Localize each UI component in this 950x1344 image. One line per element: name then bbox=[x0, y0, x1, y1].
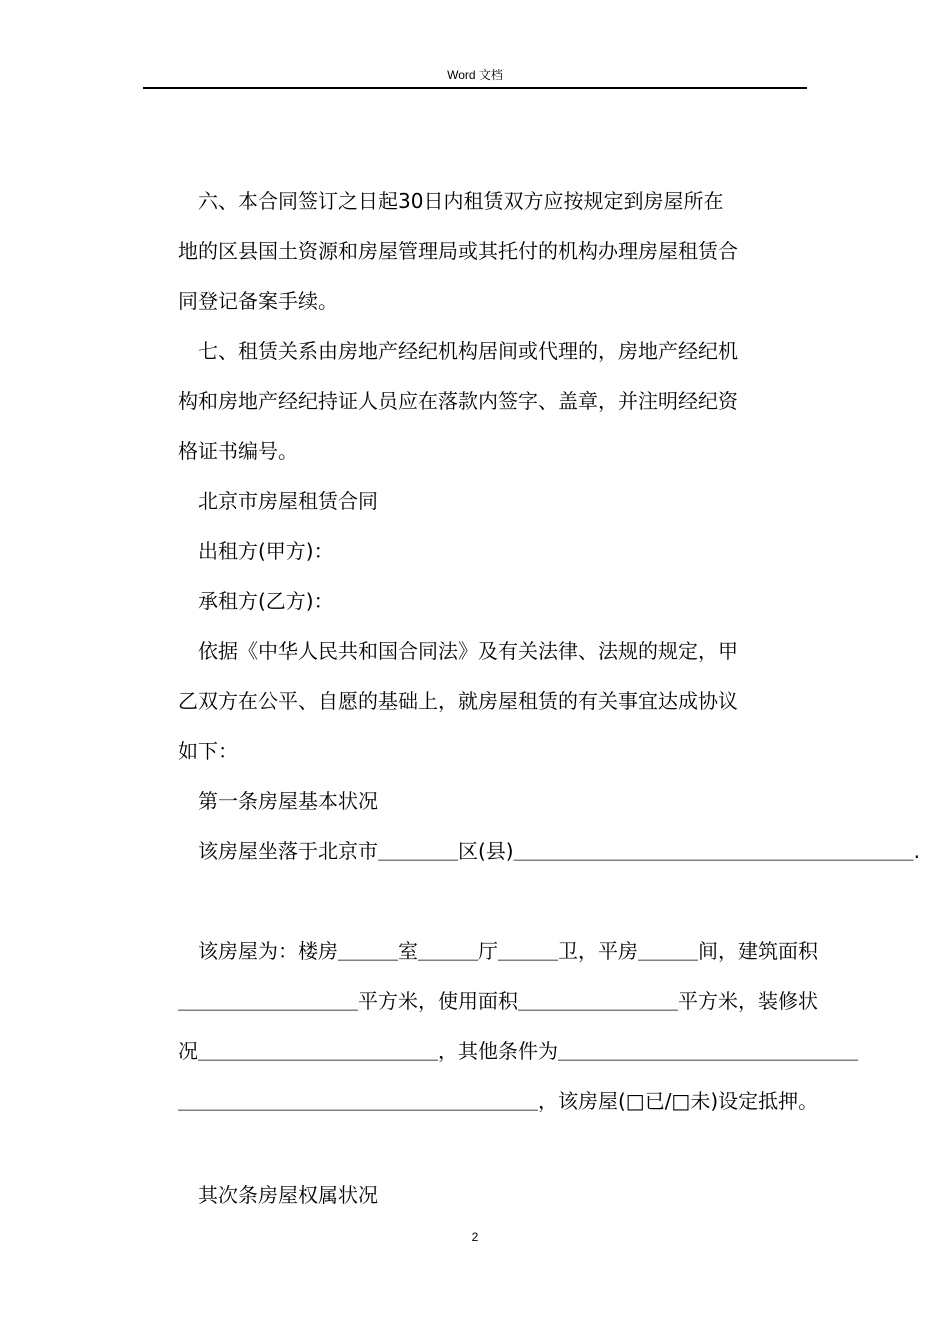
text-line: ＿＿＿＿＿＿＿＿＿＿＿＿＿＿＿＿＿＿，该房屋(□已/□未)设定抵押。 bbox=[178, 1089, 819, 1113]
text-line: 如下： bbox=[178, 739, 238, 763]
text-line: 该房屋为：楼房＿＿＿室＿＿＿厅＿＿＿卫，平房＿＿＿间，建筑面积 bbox=[178, 939, 818, 963]
lessor-line: 出租方(甲方)： bbox=[178, 539, 334, 563]
page-number: 2 bbox=[471, 1230, 479, 1244]
header-title: Word 文档 bbox=[447, 68, 503, 82]
contract-title: 北京市房屋租赁合同 bbox=[178, 489, 378, 513]
text-line: 格证书编号。 bbox=[178, 439, 298, 463]
page-footer bbox=[0, 1230, 950, 1244]
page-header bbox=[143, 66, 807, 84]
article-2-title: 其次条房屋权属状况 bbox=[178, 1183, 378, 1207]
location-line: 该房屋坐落于北京市＿＿＿＿区(县)＿＿＿＿＿＿＿＿＿＿＿＿＿＿＿＿＿＿＿＿. bbox=[178, 839, 920, 863]
text-line: 依据《中华人民共和国合同法》及有关法律、法规的规定，甲 bbox=[178, 639, 738, 663]
text-line: 地的区县国土资源和房屋管理局或其托付的机构办理房屋租赁合 bbox=[178, 239, 738, 263]
paragraph-basis bbox=[178, 626, 800, 776]
article-1-title: 第一条房屋基本状况 bbox=[178, 789, 378, 813]
text-line: 构和房地产经纪持证人员应在落款内签字、盖章，并注明经纪资 bbox=[178, 389, 738, 413]
text-line: 况＿＿＿＿＿＿＿＿＿＿＿＿，其他条件为＿＿＿＿＿＿＿＿＿＿＿＿＿＿＿ bbox=[178, 1039, 858, 1063]
paragraph-article-6 bbox=[178, 176, 800, 326]
text-line: 乙双方在公平、自愿的基础上，就房屋租赁的有关事宜达成协议 bbox=[178, 689, 738, 713]
text-line: 七、租赁关系由房地产经纪机构居间或代理的，房地产经纪机 bbox=[178, 339, 738, 363]
lessee-line: 承租方(乙方)： bbox=[178, 589, 334, 613]
paragraph-article-7 bbox=[178, 326, 800, 476]
header-rule bbox=[143, 87, 807, 89]
text-line: ＿＿＿＿＿＿＿＿＿平方米，使用面积＿＿＿＿＿＿＿＿平方米，装修状 bbox=[178, 989, 818, 1013]
text-line: 同登记备案手续。 bbox=[178, 289, 338, 313]
paragraph-house-description bbox=[178, 926, 858, 1126]
text-line: 六、本合同签订之日起30日内租赁双方应按规定到房屋所在 bbox=[178, 189, 724, 213]
